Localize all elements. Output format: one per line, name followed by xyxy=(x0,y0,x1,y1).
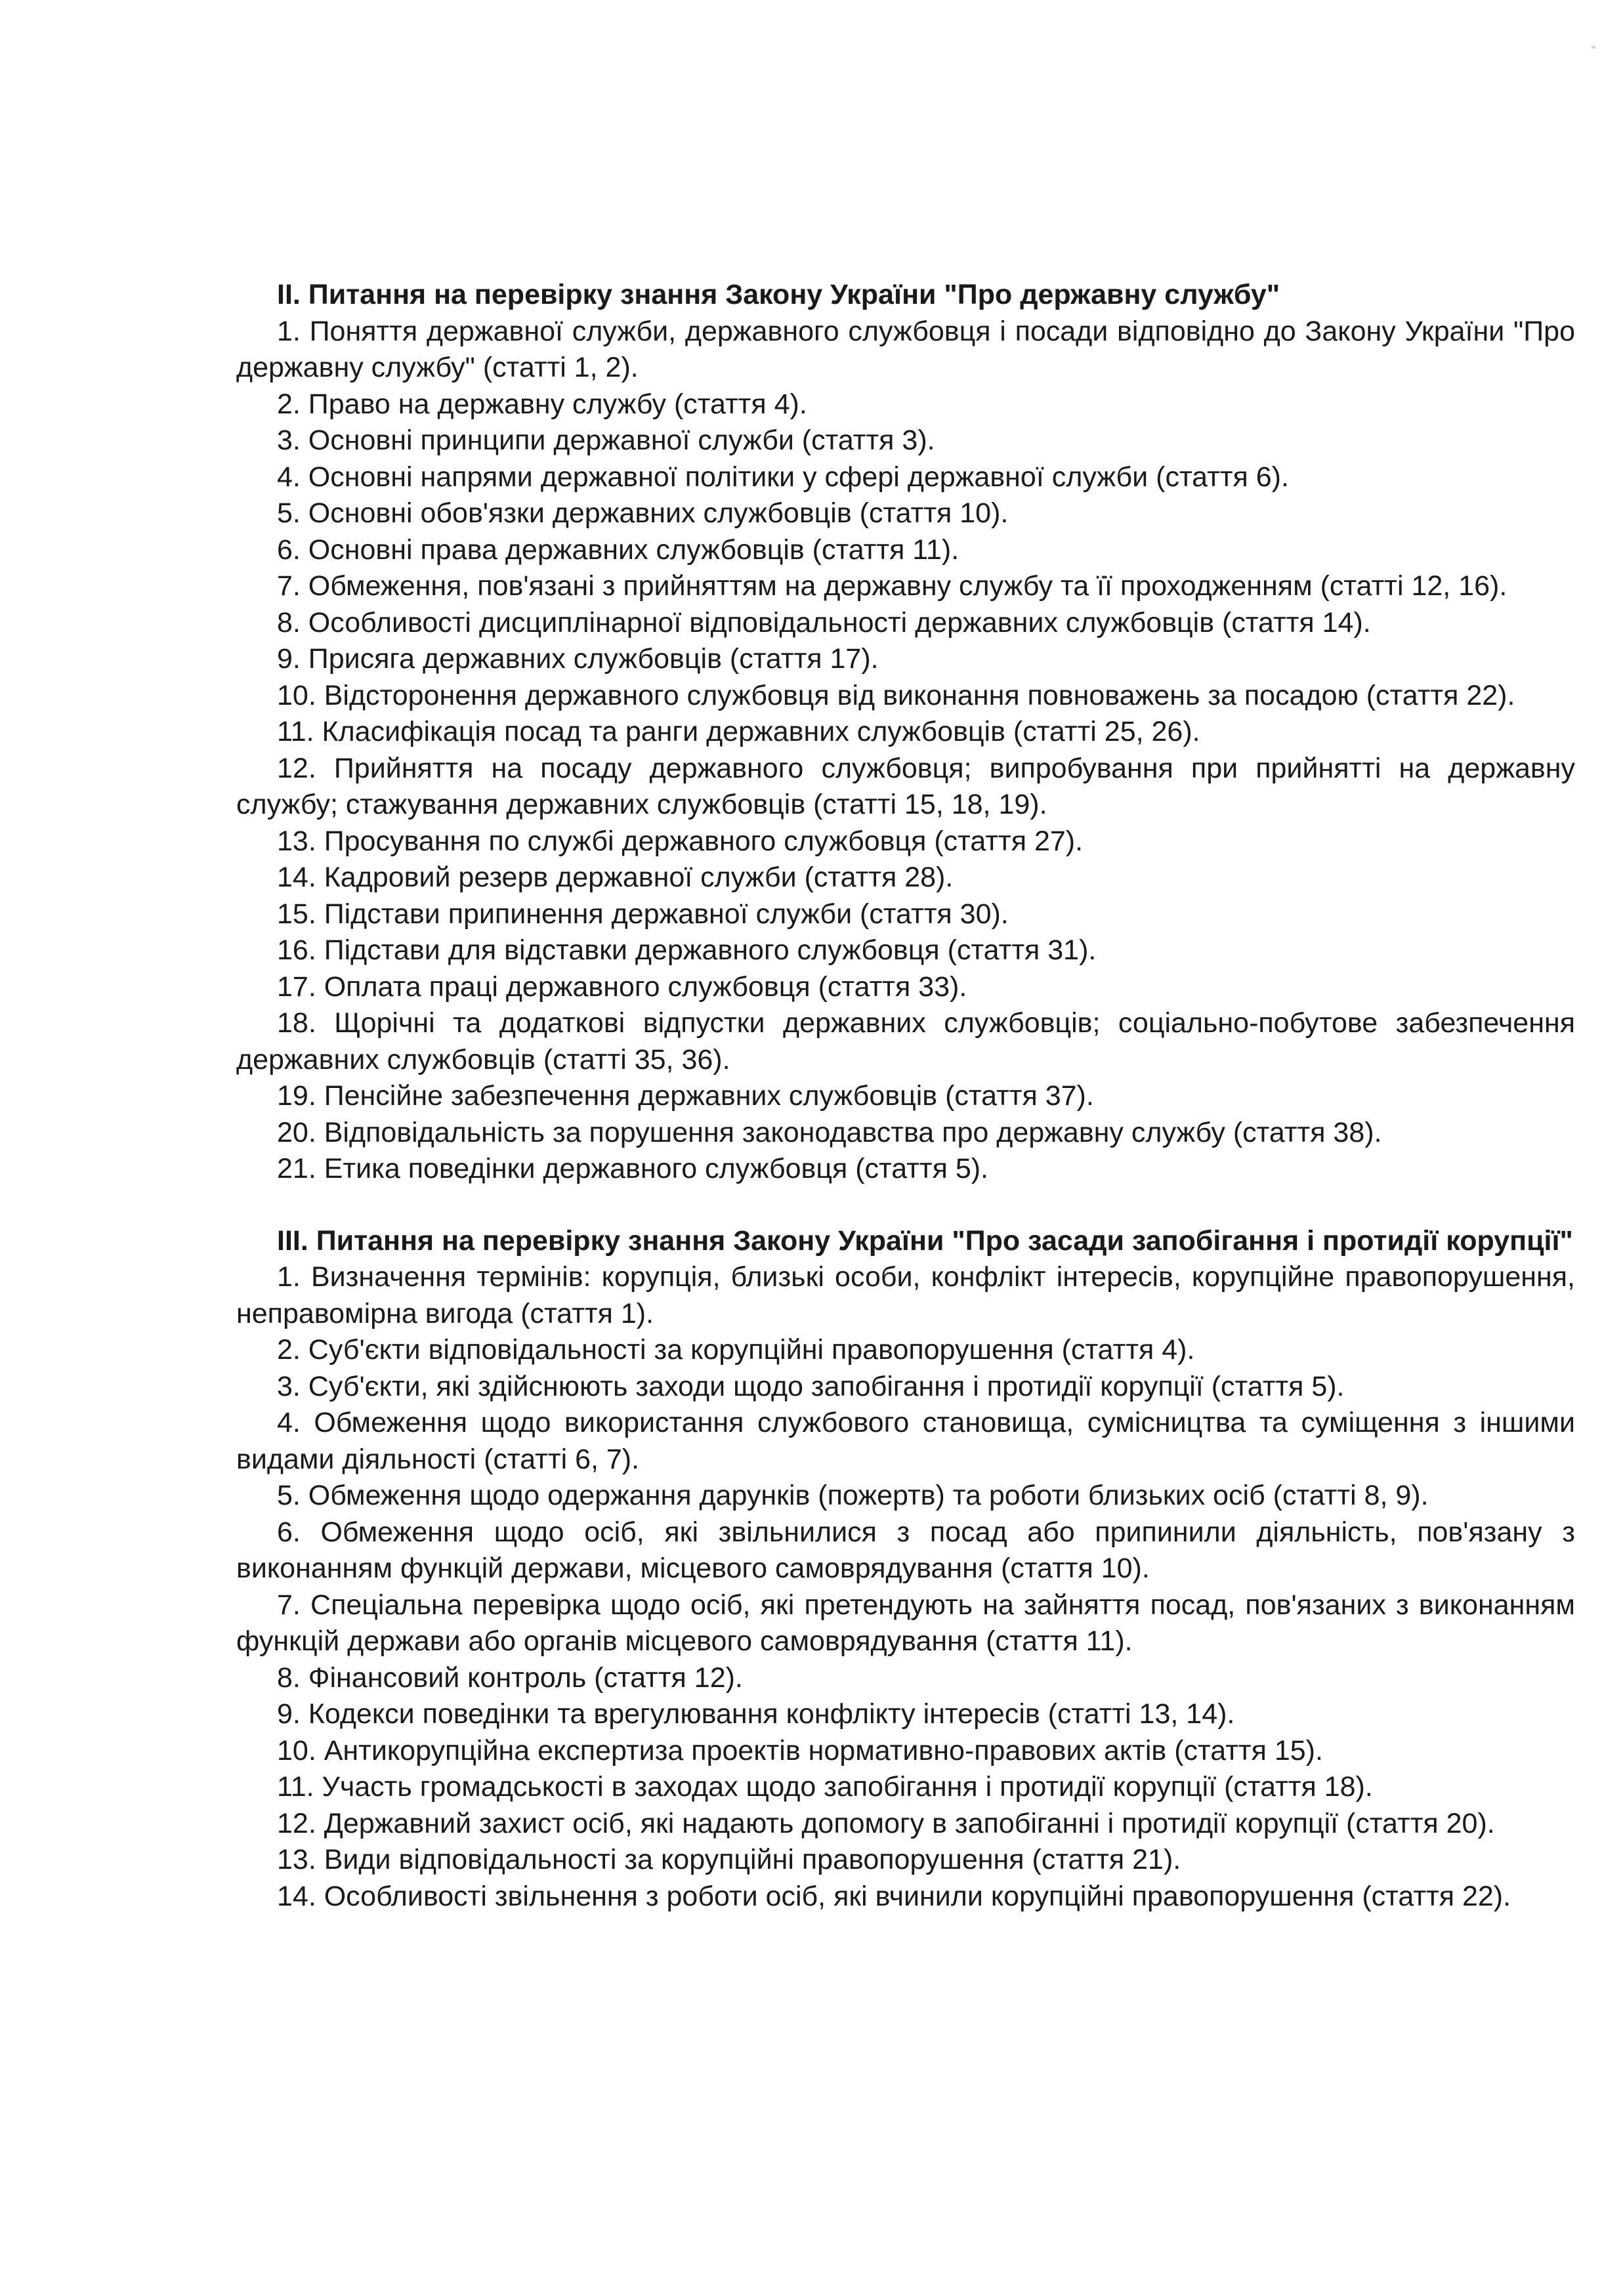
list-item: 16. Підстави для відставки державного службовця (стаття 31). xyxy=(277,934,1097,966)
list-item: 3. Суб'єкти, які здійснюють заходи щодо запобігання і протидії корупції (стаття 5). xyxy=(277,1370,1345,1402)
document-content xyxy=(236,277,1575,1915)
list-item: 1. Визначення термінів: корупція, близькі особи, конфлікт інтересів, корупційне правопорушення, неправомірна вигода (стаття 1). xyxy=(236,1261,1575,1329)
list-item: 1. Поняття державної служби, державного службовця і посади відповідно до Закону України "Про державну службу" (статті 1, 2). xyxy=(236,315,1575,383)
list-item: 14. Кадровий резерв державної служби (стаття 28). xyxy=(277,862,954,893)
list-item: 7. Обмеження, пов'язані з прийняттям на державну службу та її проходженням (статті 12, 16). xyxy=(277,570,1507,602)
list-item: 8. Фінансовий контроль (стаття 12). xyxy=(277,1661,743,1694)
list-item: 8. Особливості дисциплінарної відповідальності державних службовців (стаття 14). xyxy=(277,606,1371,638)
list-item: 11. Участь громадськості в заходах щодо запобігання і протидії корупції (стаття 18). xyxy=(277,1771,1373,1803)
list-item: 6. Обмеження щодо осіб, які звільнилися з посад або припинили діяльність, пов'язану з виконанням функцій держави, місцевого самоврядування (стаття 10). xyxy=(236,1516,1575,1584)
list-item: 13. Види відповідальності за корупційні правопорушення (стаття 21). xyxy=(277,1844,1181,1875)
list-item: 10. Антикорупційна експертиза проектів нормативно-правових актів (стаття 15). xyxy=(277,1734,1323,1766)
section-3-title: III. Питання на перевірку знання Закону України "Про засади запобігання і протидії корупції" xyxy=(277,1224,1573,1257)
list-item: 12. Прийняття на посаду державного службовця; випробування при прийнятті на державну службу; стажування державних службовців (статті 15, 18, 19). xyxy=(236,752,1575,820)
list-item: 2. Суб'єкти відповідальності за корупційні правопорушення (стаття 4). xyxy=(277,1334,1195,1366)
list-item: 6. Основні права державних службовців (стаття 11). xyxy=(277,533,959,566)
section-spacer xyxy=(236,1188,1575,1223)
list-item: 15. Підстави припинення державної служби (стаття 30). xyxy=(277,898,1009,930)
list-item: 4. Основні напрями державної політики у сфері державної служби (стаття 6). xyxy=(277,461,1289,493)
list-item: 20. Відповідальність за порушення законодавства про державну службу (стаття 38). xyxy=(277,1116,1382,1148)
list-item: 4. Обмеження щодо використання службового становища, сумісництва та суміщення з іншими видами діяльності (статті 6, 7). xyxy=(236,1407,1575,1475)
section-2-title: II. Питання на перевірку знання Закону України "Про державну службу" xyxy=(277,279,1280,310)
list-item: 14. Особливості звільнення з роботи осіб, які вчинили корупційні правопорушення (стаття 22). xyxy=(277,1880,1511,1912)
list-item: 18. Щорічні та додаткові відпустки державних службовців; соціально-побутове забезпечення державних службовців (статті 35, 36). xyxy=(236,1007,1575,1075)
list-item: 2. Право на державну службу (стаття 4). xyxy=(277,388,807,420)
list-item: 3. Основні принципи державної служби (стаття 3). xyxy=(277,425,935,456)
list-item: 12. Державний захист осіб, які надають допомогу в запобіганні і протидії корупції (стаття 20). xyxy=(277,1807,1495,1839)
list-item: 11. Класифікація посад та ранги державних службовців (статті 25, 26). xyxy=(277,716,1200,747)
list-item: 7. Спеціальна перевірка щодо осіб, які претендують на зайняття посад, пов'язаних з виконанням функцій держави або органів місцевого самоврядування (стаття 11). xyxy=(236,1589,1575,1657)
list-item: 9. Кодекси поведінки та врегулювання конфлікту інтересів (статті 13, 14). xyxy=(277,1698,1235,1730)
list-item: 19. Пенсійне забезпечення державних службовців (стаття 37). xyxy=(277,1080,1094,1112)
list-item: 21. Етика поведінки державного службовця (стаття 5). xyxy=(277,1153,989,1184)
scan-speck xyxy=(1591,46,1595,49)
list-item: 10. Відсторонення державного службовця від виконання повноважень за посадою (стаття 22). xyxy=(277,679,1515,711)
list-item: 5. Основні обов'язки державних службовців (стаття 10). xyxy=(277,497,1009,529)
list-item: 9. Присяга державних службовців (стаття 17). xyxy=(277,643,879,675)
list-item: 5. Обмеження щодо одержання дарунків (пожертв) та роботи близьких осіб (статті 8, 9). xyxy=(277,1480,1429,1511)
section-3 xyxy=(236,1223,1575,1915)
list-item: 17. Оплата праці державного службовця (стаття 33). xyxy=(277,971,967,1003)
section-2 xyxy=(236,277,1575,1188)
list-item: 13. Просування по службі державного службовця (стаття 27). xyxy=(277,825,1084,857)
